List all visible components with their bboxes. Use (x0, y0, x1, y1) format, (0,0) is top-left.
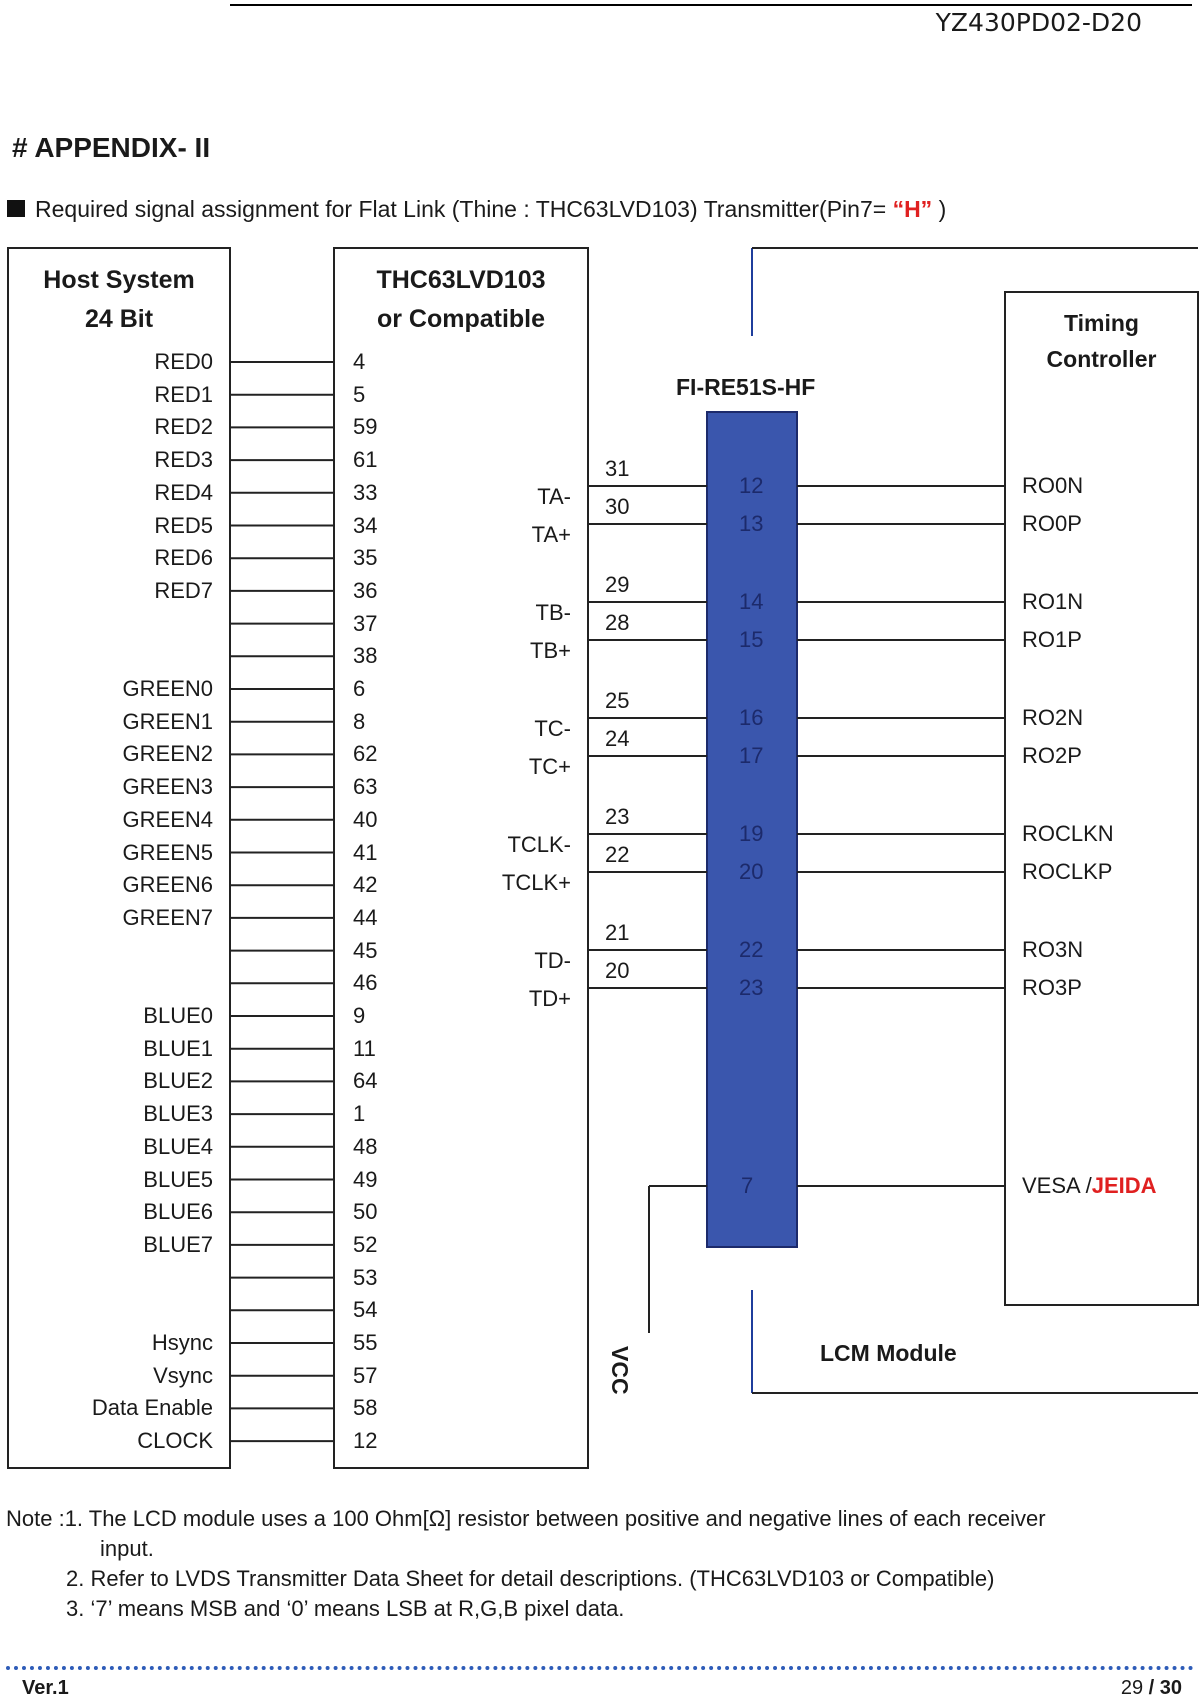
transmitter-pin-number: 35 (353, 545, 378, 571)
transmitter-pin-number: 11 (353, 1035, 376, 1061)
receiver-signal-label: RO2N (1022, 705, 1084, 730)
transmitter-pin-number: 44 (353, 904, 378, 930)
transmitter-signal-label: TC- (534, 716, 571, 741)
subtitle-text: Required signal assignment for Flat Link (Thine : THC63LVD103) Transmitter(Pin7= (35, 196, 893, 222)
connector-pin-number: 17 (739, 743, 764, 768)
host-signal-label: BLUE5 (143, 1166, 213, 1192)
page-title: # APPENDIX- II (12, 132, 211, 163)
host-signal-label: RED0 (154, 349, 213, 374)
footer-dotted-rule (6, 1666, 1194, 1670)
connector-pin-number: 16 (739, 705, 764, 730)
host-signal-label: RED7 (154, 577, 213, 603)
transmitter-pin-number: 9 (353, 1003, 366, 1028)
receiver-signal-label: RO3P (1022, 975, 1082, 1000)
host-signal-label: RED4 (154, 479, 213, 505)
connector-pin-number: 13 (739, 511, 764, 536)
host-signal-label: RED3 (154, 447, 213, 473)
host-system-title-line1: Host System (43, 266, 195, 294)
transmitter-pin-number: 57 (353, 1362, 378, 1388)
host-signal-label: RED6 (154, 545, 213, 571)
page-separator: / (1143, 1677, 1160, 1699)
transmitter-signal-label: TD- (534, 948, 571, 973)
transmitter-pin-number: 41 (353, 839, 378, 865)
connector-pin-number: 22 (739, 937, 764, 962)
page-current: 29 (1120, 1677, 1144, 1699)
transmitter-pin-number: 5 (353, 381, 366, 407)
transmitter-pin-number: 61 (353, 447, 378, 473)
timing-controller-title-line2: Controller (1046, 346, 1157, 372)
transmitter-signal-label: TC+ (528, 754, 571, 779)
timing-controller-title-line1: Timing (1064, 310, 1139, 336)
note-3: 3. ‘7’ means MSB and ‘0’ means LSB at R,G,B pixel data. (66, 1596, 625, 1621)
transmitter-pin-number: 40 (353, 806, 378, 832)
transmitter-lvds-pin: 21 (605, 920, 630, 945)
timing-controller-title (1005, 305, 1198, 377)
version-label: Ver.1 (22, 1677, 69, 1699)
host-signal-label: GREEN6 (122, 872, 213, 898)
host-signal-label: BLUE6 (143, 1199, 213, 1225)
transmitter-pin-number: 1 (353, 1101, 366, 1127)
host-signal-label: CLOCK (137, 1428, 213, 1454)
transmitter-pin-number: 38 (353, 643, 378, 669)
timing-controller-box (1005, 292, 1198, 1305)
transmitter-pin-number: 49 (353, 1166, 378, 1192)
transmitter-lvds-pin: 29 (605, 572, 630, 597)
host-signal-label: RED2 (154, 414, 213, 440)
transmitter-signal-label: TB- (535, 600, 571, 625)
pin7-receiver-highlight: JEIDA (1091, 1173, 1157, 1198)
transmitter-pin-number: 46 (353, 970, 378, 996)
transmitter-lvds-pin: 30 (605, 494, 630, 519)
notes-block (6, 1504, 1046, 1624)
host-signal-label: GREEN5 (122, 839, 213, 865)
transmitter-pin-number: 54 (353, 1297, 378, 1323)
connector-label: FI-RE51S-HF (676, 374, 816, 400)
receiver-signal-label: RO0P (1022, 511, 1082, 536)
host-signal-label: GREEN3 (122, 774, 213, 800)
transmitter-pin-number: 55 (353, 1330, 378, 1355)
transmitter-pin-number: 64 (353, 1068, 378, 1094)
connector-pin-number: 19 (739, 821, 764, 846)
transmitter-signal-label: TD+ (528, 986, 571, 1011)
transmitter-pin-number: 37 (353, 610, 378, 636)
transmitter-signal-label: TCLK- (507, 832, 571, 857)
transmitter-lvds-pin: 28 (605, 610, 630, 635)
transmitter-title-line2: or Compatible (376, 305, 546, 333)
document-code: YZ430PD02-D20 (935, 8, 1142, 37)
transmitter-lvds-pin: 23 (605, 804, 630, 829)
transmitter-pin-number: 36 (353, 577, 378, 603)
host-signal-label: GREEN0 (122, 676, 213, 701)
note-1: Note :1. The LCD module uses a 100 Ohm[Ω] resistor between positive and negative lines of each receiver (6, 1506, 1046, 1531)
transmitter-pin-number: 50 (353, 1199, 378, 1225)
subtitle-highlight: “H” (892, 196, 933, 222)
receiver-signal-label: RO3N (1022, 937, 1084, 962)
host-signal-label: GREEN4 (122, 806, 213, 832)
pin7-receiver-label (1022, 1173, 1157, 1199)
subtitle-suffix: ) (932, 196, 947, 222)
transmitter-pin-number: 58 (353, 1395, 378, 1421)
transmitter-pin-number: 4 (353, 349, 366, 374)
connector-pin-number: 14 (739, 589, 764, 614)
transmitter-lvds-pin: 24 (605, 726, 630, 751)
connector-pin-7: 7 (741, 1173, 754, 1198)
receiver-signal-label: RO2P (1022, 743, 1082, 768)
transmitter-pin-number: 62 (353, 741, 378, 767)
host-signal-label: BLUE3 (143, 1101, 213, 1127)
transmitter-pin-number: 52 (353, 1231, 378, 1257)
transmitter-pin-number: 8 (353, 708, 366, 734)
transmitter-lvds-pin: 20 (605, 958, 630, 983)
note-2: 2. Refer to LVDS Transmitter Data Sheet for detail descriptions. (THC63LVD103 or Compatible) (66, 1566, 995, 1591)
transmitter-pin-number: 63 (353, 774, 378, 800)
transmitter-pin-number: 33 (353, 479, 378, 505)
receiver-signal-label: ROCLKP (1022, 859, 1113, 884)
pin7-receiver-prefix: VESA / (1022, 1173, 1092, 1198)
transmitter-signal-label: TA+ (531, 522, 571, 547)
connector-pin-number: 23 (739, 975, 764, 1000)
connector-pin-number: 15 (739, 627, 764, 652)
transmitter-title-line1: THC63LVD103 (376, 266, 546, 294)
vcc-label: VCC (607, 1346, 633, 1395)
note-1-continued: input. (100, 1536, 154, 1561)
host-signal-label: GREEN2 (122, 741, 213, 767)
host-signal-label: Hsync (151, 1330, 213, 1355)
receiver-signal-label: RO1N (1022, 589, 1084, 614)
host-signal-label: RED1 (154, 381, 213, 407)
host-signal-label: BLUE4 (143, 1133, 213, 1159)
page-number (1121, 1677, 1182, 1700)
receiver-signal-label: RO0N (1022, 473, 1084, 498)
transmitter-lvds-pin: 31 (605, 456, 630, 481)
host-signal-label: GREEN1 (122, 708, 213, 734)
host-signal-label: BLUE0 (143, 1003, 213, 1028)
transmitter-signal-label: TCLK+ (501, 870, 571, 895)
transmitter-pin-number: 53 (353, 1264, 378, 1290)
transmitter-pin-number: 6 (353, 676, 366, 701)
transmitter-title (334, 261, 588, 339)
host-signal-label: BLUE7 (143, 1231, 213, 1257)
transmitter-signal-label: TB+ (530, 638, 571, 663)
host-signal-label: GREEN7 (122, 904, 213, 930)
host-signal-label: BLUE1 (143, 1035, 213, 1061)
host-system-title (8, 261, 230, 339)
host-signal-label: RED5 (154, 512, 213, 538)
transmitter-lvds-pin: 22 (605, 842, 630, 867)
lcm-module-label: LCM Module (820, 1340, 957, 1366)
host-signal-label: BLUE2 (143, 1068, 213, 1094)
page-total: 30 (1159, 1677, 1182, 1699)
transmitter-signal-label: TA- (537, 484, 571, 509)
transmitter-pin-number: 42 (353, 872, 378, 898)
transmitter-pin-number: 59 (353, 414, 378, 440)
transmitter-pin-number: 48 (353, 1133, 378, 1159)
host-system-title-line2: 24 Bit (84, 305, 154, 333)
host-signal-label: Data Enable (91, 1395, 213, 1421)
transmitter-lvds-pin: 25 (605, 688, 630, 713)
receiver-signal-label: ROCLKN (1022, 821, 1114, 846)
transmitter-pin-number: 12 (353, 1428, 378, 1454)
host-signal-label: Vsync (153, 1362, 213, 1388)
connector-pin-number: 20 (739, 859, 764, 884)
receiver-signal-label: RO1P (1022, 627, 1082, 652)
transmitter-pin-number: 34 (353, 512, 378, 538)
transmitter-pin-number: 45 (353, 937, 378, 963)
connector-pin-number: 12 (739, 473, 764, 498)
